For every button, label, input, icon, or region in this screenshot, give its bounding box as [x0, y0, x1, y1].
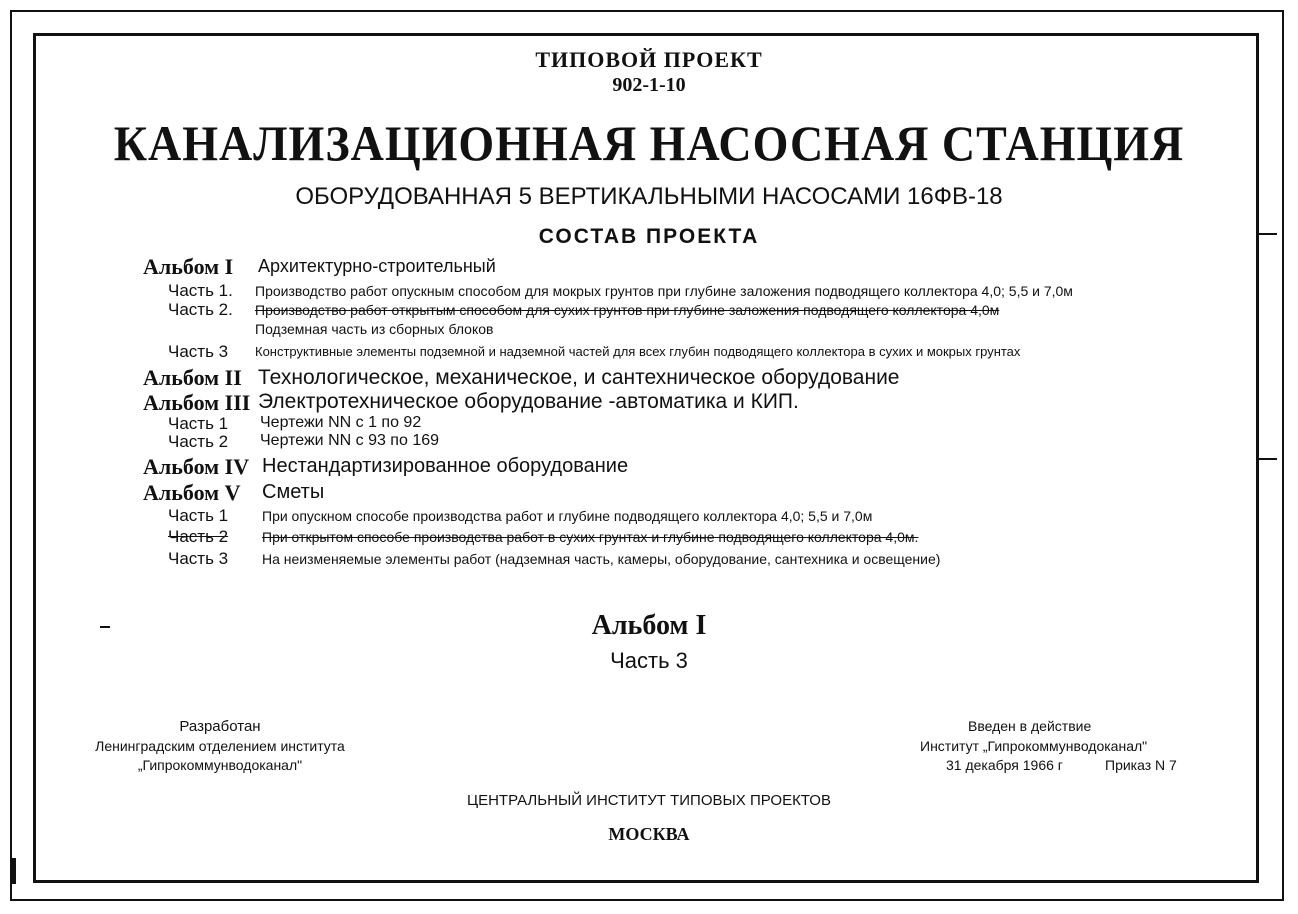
- current-part: Часть 3: [610, 648, 688, 673]
- project-number: 902-1-10: [612, 74, 686, 96]
- album-label-4: Альбом IV: [143, 454, 250, 479]
- album-title-3: Электротехническое оборудование -автоматика и КИП.: [258, 390, 799, 413]
- part-label: Часть 2.: [168, 300, 233, 319]
- album-label-5: Альбом V: [143, 480, 241, 505]
- part-text: Производство работ открытым способом для сухих грунтов при глубине заложения подводящего коллектора 4,0м: [255, 302, 1000, 318]
- part-text: При опускном способе производства работ и глубине подводящего коллектора 4,0; 5,5 и 7,0м: [262, 508, 873, 524]
- introduced-date: 31 декабря 1966 г: [946, 757, 1063, 773]
- album-label-3: Альбом III: [143, 390, 251, 415]
- part-text: Чертежи NN с 1 по 92: [260, 414, 422, 431]
- album-title-5: Сметы: [262, 481, 325, 503]
- part-text: Конструктивные элементы подземной и надземной частей для всех глубин подводящего коллектора в сухих и мокрых грунтах: [255, 344, 1021, 359]
- part-label: Часть 3: [168, 549, 229, 568]
- part-label: Часть 3: [168, 342, 229, 361]
- part-text: Чертежи NN с 93 по 169: [260, 432, 440, 449]
- introduced-line-2: Институт „Гипрокоммунводоканал": [920, 738, 1148, 754]
- part-label: Часть 2: [168, 432, 229, 451]
- album-title-4: Нестандартизированное оборудование: [262, 455, 629, 477]
- part-label: Часть 2: [168, 527, 229, 546]
- developer-line-1: Разработан: [179, 718, 261, 735]
- footer-institute: ЦЕНТРАЛЬНЫЙ ИНСТИТУТ ТИПОВЫХ ПРОЕКТОВ: [467, 792, 831, 809]
- frame-tick: [12, 858, 16, 884]
- current-album: Альбом I: [591, 610, 707, 641]
- part-label: Часть 1: [168, 506, 229, 525]
- part-label: Часть 1.: [168, 281, 233, 300]
- part-text: При открытом способе производства работ в сухих грунтах и глубине подводящего коллектора 4,0м.: [262, 529, 919, 545]
- album-title-1: Архитектурно-строительный: [258, 256, 496, 276]
- project-type-heading: ТИПОВОЙ ПРОЕКТ: [535, 47, 763, 72]
- part-label: Часть 1: [168, 414, 229, 433]
- album-label-1: Альбом I: [143, 254, 234, 279]
- frame-tick: [1259, 458, 1277, 460]
- page-title: КАНАЛИЗАЦИОННАЯ НАСОСНАЯ СТАНЦИЯ: [113, 115, 1185, 172]
- footer-city: МОСКВА: [608, 824, 690, 844]
- composition-heading: СОСТАВ ПРОЕКТА: [538, 225, 760, 248]
- developer-line-3: „Гипрокоммунводоканал": [137, 757, 303, 773]
- part-text: Производство работ опускным способом для мокрых грунтов при глубине заложения подводящего коллектора 4,0; 5,5 и 7,0м: [255, 283, 1073, 299]
- developer-line-2: Ленинградским отделением института: [95, 738, 345, 754]
- album-label-2: Альбом II: [143, 365, 242, 390]
- page-subtitle: ОБОРУДОВАННАЯ 5 ВЕРТИКАЛЬНЫМИ НАСОСАМИ 16ФВ-18: [295, 183, 1003, 210]
- introduced-line-1: Введен в действие: [968, 718, 1092, 734]
- part-text-continued: Подземная часть из сборных блоков: [255, 321, 494, 337]
- introduced-order: Приказ N 7: [1105, 757, 1177, 773]
- part-text: На неизменяемые элементы работ (надземная часть, камеры, оборудование, сантехника и освещение): [262, 551, 941, 567]
- album-title-2: Технологическое, механическое, и сантехническое оборудование: [258, 366, 900, 389]
